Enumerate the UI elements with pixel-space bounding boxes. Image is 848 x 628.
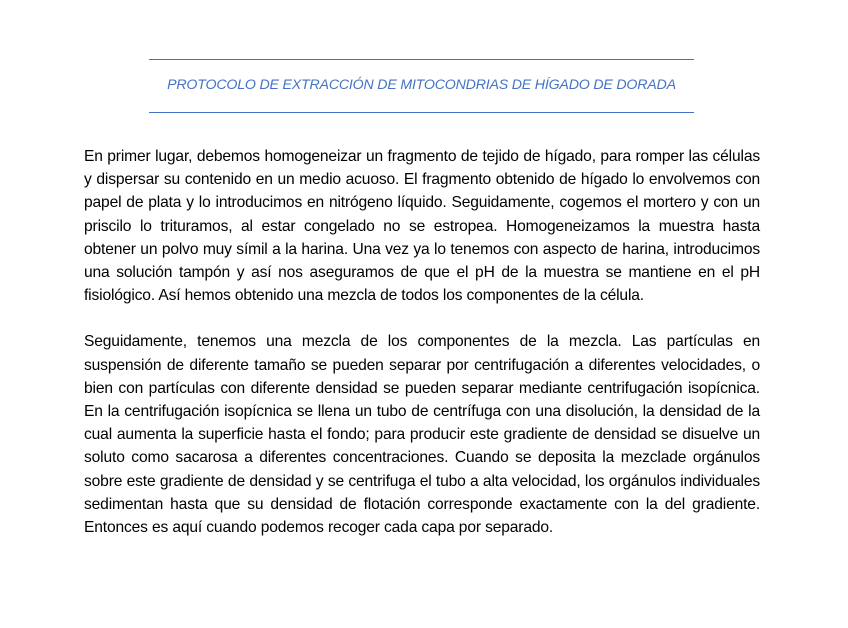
document-body — [84, 145, 760, 539]
document-title: PROTOCOLO DE EXTRACCIÓN DE MITOCONDRIAS DE HÍGADO DE DORADA — [167, 77, 676, 93]
paragraph-2: Seguidamente, tenemos una mezcla de los componentes de la mezcla. Las partículas en suspensión de diferente tamaño se pueden separar por centrifugación a diferentes velocidades, o bien con partículas con diferente densidad se pueden separar mediante centrifugación isopícnica. En la centrifugación isopícnica se llena un tubo de centrífuga con una disolución, la densidad de la cual aumenta la superficie hasta el fondo; para producir este gradiente de densidad se disuelve un soluto como sacarosa a diferentes concentraciones. Cuando se deposita la mezclade orgánulos sobre este gradiente de densidad y se centrifuga el tubo a alta velocidad, los orgánulos individuales sedimentan hasta que su densidad de flotación corresponde exactamente con la del gradiente. Entonces es aquí cuando podemos recoger cada capa por separado. — [84, 333, 760, 537]
title-top-rule — [149, 59, 694, 60]
title-block — [149, 59, 694, 113]
title-bottom-rule — [149, 112, 694, 113]
paragraph-1: En primer lugar, debemos homogeneizar un fragmento de tejido de hígado, para romper las células y dispersar su contenido en un medio acuoso. El fragmento obtenido de hígado lo envolvemos con papel de plata y lo introducimos en nitrógeno líquido. Seguidamente, cogemos el mortero y con un priscilo lo trituramos, al estar congelado no se estropea. Homogeneizamos la muestra hasta obtener un polvo muy símil a la harina. Una vez ya lo tenemos con aspecto de harina, introducimos una solución tampón y así nos aseguramos de que el pH de la muestra se mantiene en el pH fisiológico. Así hemos obtenido una mezcla de todos los componentes de la célula. — [84, 148, 760, 305]
